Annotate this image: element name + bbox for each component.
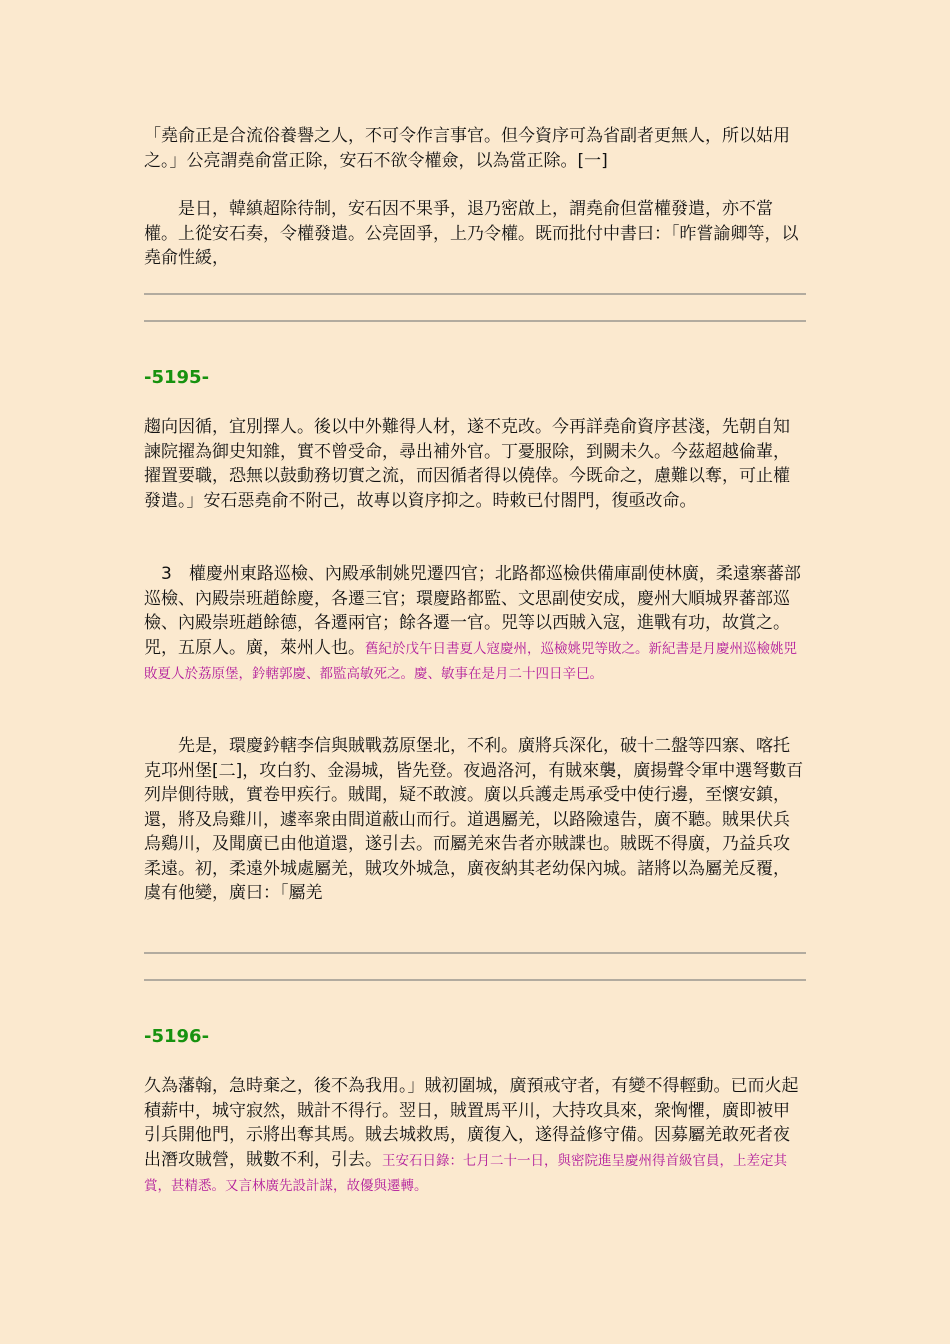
paragraph-4 bbox=[144, 562, 806, 687]
annotation-note-1: 舊紀於戊午日書夏人寇慶州，巡檢姚兕等敗之。新紀書是月慶州巡檢姚兕敗夏人於荔原堡，鈐轄郭慶、都監高敏死之。慶、敏事在是月二十四日辛巳。 bbox=[144, 640, 797, 682]
page-number-5196: -5196- bbox=[144, 1026, 210, 1047]
page-divider-top-2 bbox=[144, 952, 806, 954]
paragraph-4-text: 3 權慶州東路巡檢、內殿承制姚兕遷四官；北路都巡檢供備庫副使林廣，柔遠寨蕃部巡檢、內殿崇班趙餘慶，各遷三官；環慶路都監、文思副使安成，慶州大順城界蕃部巡檢、內殿崇班趙餘德，各遷兩官；餘各遷一官。兕等以西賊入寇，進戰有功，故賞之。兕，五原人。廣，萊州人也。 bbox=[144, 564, 801, 658]
paragraph-6-text: 久為藩翰，急時棄之，後不為我用。」賊初圍城，廣預戒守者，有變不得輕動。已而火起積薪中，城守寂然，賊計不得行。翌日，賊置馬平川，大持攻具來，衆恟懼，廣即被甲引兵開他門，示將出奪其馬。賊去城救馬，廣復入，遂得益修守備。因募屬羌敢死者夜出潛攻賊營，賊數不利，引去。 bbox=[144, 1076, 799, 1170]
page-divider-bottom bbox=[144, 320, 806, 322]
paragraph-1: 「堯俞正是合流俗養譽之人，不可令作言事官。但今資序可為省副者更無人，所以姑用之。」公亮謂堯俞當正除，安石不欲令權僉，以為當正除。[一] bbox=[144, 126, 790, 171]
annotation-note-2: 王安石日錄：七月二十一日，與密院進呈慶州得首級官員，上差定其賞，甚精悉。又言林廣先設計謀，故優與遷轉。 bbox=[144, 1152, 787, 1194]
paragraph-2: 是日，韓縝超除待制，安石因不果爭，退乃密啟上，謂堯俞但當權發遣，亦不當權。上從安石奏，令權發遣。公亮固爭，上乃令權。既而批付中書曰：「昨嘗諭卿等，以堯俞性緩， bbox=[144, 199, 799, 268]
page-divider-bottom-2 bbox=[144, 979, 806, 981]
paragraph-6 bbox=[144, 1074, 806, 1199]
page-divider-top bbox=[144, 293, 806, 295]
paragraph-5: 先是，環慶鈐轄李信與賊戰荔原堡北，不利。廣將兵深化，破十二盤等四寨、喀托克邛州堡[二]，攻白豹、金湯城，皆先登。夜過洛河，有賊來襲，廣揚聲令軍中選弩數百列岸側待賊，實卷甲疾行。賊聞，疑不敢渡。廣以兵護走馬承受中使行邊，至懷安鎮，還，將及烏雞川，遽率衆由間道蔽山而行。道遇屬羌，以路險遠告，廣不聽。賊果伏兵烏鷄川，及聞廣已由他道還，遂引去。而屬羌來告者亦賊諜也。賊既不得廣，乃益兵攻柔遠。初，柔遠外城處屬羌，賊攻外城急，廣夜納其老幼保內城。諸將以為屬羌反覆，虞有他變，廣曰：「屬羌 bbox=[144, 736, 804, 903]
paragraph-3: 趨向因循，宜別擇人。後以中外難得人材，遂不克改。今再詳堯俞資序甚淺，先朝自知諫院擢為御史知雜，實不曾受命，尋出補外官。丁憂服除，到闕未久。今茲超越倫輩，擢置要職，恐無以鼓動務切實之流，而因循者得以僥倖。今既命之，慮難以奪，可止權發遣。」安石惡堯俞不附己，故專以資序抑之。時敕已付閤門，復亟改命。 bbox=[144, 417, 790, 511]
page-number-5195: -5195- bbox=[144, 367, 210, 388]
